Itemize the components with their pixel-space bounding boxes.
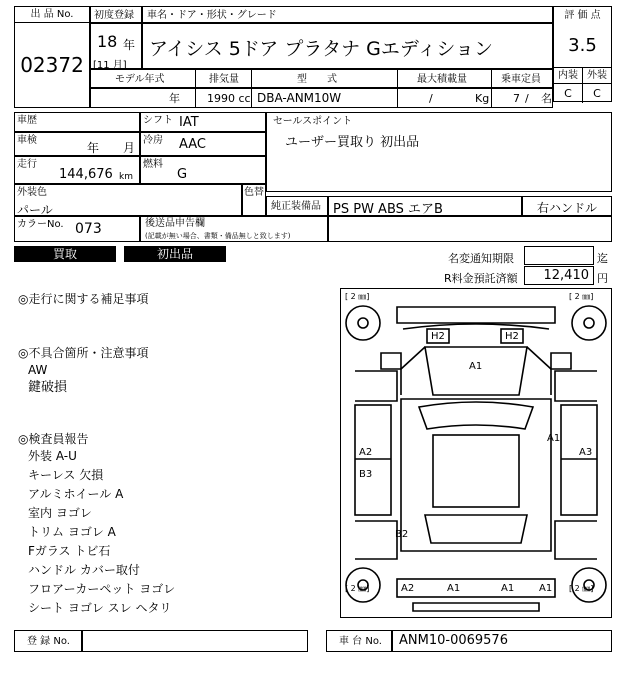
spec-divider <box>397 89 398 107</box>
capacity-label: 乗車定員 <box>501 74 541 85</box>
spec-divider <box>491 70 492 87</box>
mileage-unit: km <box>119 172 133 182</box>
shift-value: IAT <box>179 115 199 130</box>
registration-year: 18 <box>97 32 118 51</box>
max-load-unit: Kg <box>475 92 490 105</box>
fuel-label: 燃料 <box>143 159 163 170</box>
chassis-no-label-cell <box>326 630 392 652</box>
color-change-label: 色替 <box>244 187 264 198</box>
car-name: アイシス 5ドア プラタナ Gエディション <box>149 38 493 60</box>
equipment-cell <box>328 196 522 216</box>
displacement-value: 1990 cc <box>207 92 251 105</box>
lot-number-label: 出 品 No. <box>15 9 89 23</box>
docs-label: 後送品申告欄 <box>145 218 205 229</box>
ac-cell <box>140 132 266 156</box>
recycle-fee-field <box>524 266 594 285</box>
notice-deadline-label: 名変通知期限 <box>448 252 514 265</box>
spec-divider <box>195 89 196 107</box>
history-label: 車歴 <box>17 115 37 126</box>
displacement-label: 排気量 <box>209 74 239 85</box>
defects-title: ◎不具合箇所・注意事項 <box>18 346 149 360</box>
score-box <box>553 6 612 102</box>
ac-label: 冷房 <box>143 135 163 146</box>
driving-notes-title: ◎走行に関する補足事項 <box>18 292 149 306</box>
model-year-label: モデル年式 <box>115 74 165 85</box>
max-load-label: 最大積載量 <box>417 74 467 85</box>
registration-year-unit: 年 <box>123 38 136 52</box>
exterior-score: C <box>593 87 601 100</box>
car-outline <box>341 289 611 617</box>
spec-divider <box>397 70 398 87</box>
first-registration-label-cell <box>90 6 142 23</box>
score-label: 評 価 点 <box>564 10 601 21</box>
shift-cell <box>140 112 266 132</box>
ext-color-cell <box>14 184 242 216</box>
mark-h2-right-headlight: H2 <box>505 331 519 342</box>
fuel-cell <box>140 156 266 184</box>
mark-b2-left-rear: B2 <box>395 529 409 540</box>
mark-b3-left-door: B3 <box>359 469 373 480</box>
tire-front-left: [ 2 ㎜] <box>345 292 370 301</box>
notice-deadline-field <box>524 246 594 265</box>
mileage-cell <box>14 156 140 184</box>
notice-deadline-unit: 迄 <box>597 252 608 265</box>
inspector-item: 室内 ヨゴレ <box>28 506 92 520</box>
chassis-no-field <box>392 630 612 652</box>
mark-a2-left-door: A2 <box>359 447 373 458</box>
shift-label: シフト <box>143 115 173 126</box>
registration-month: [11 月] <box>93 60 127 71</box>
docs-cell <box>140 216 328 242</box>
spec-divider <box>195 70 196 87</box>
equipment-value: PS PW ABS エアB <box>333 202 443 217</box>
lot-number: 02372 <box>20 53 84 77</box>
first-registration-label: 初度登録 <box>94 10 134 21</box>
mark-a1-hood: A1 <box>469 361 483 372</box>
recycle-fee-value: 12,410 <box>543 268 589 283</box>
sales-point-text: ユーザー買取り 初出品 <box>285 135 420 150</box>
inspector-item: トリム ヨゴレ A <box>28 525 116 539</box>
mark-a1-rear-bumper: A1 <box>447 583 461 594</box>
mark-a1-rear-bumper: A1 <box>501 583 515 594</box>
recycle-fee-label: R料金預託済額 <box>444 272 518 285</box>
type-label: 型 式 <box>297 74 337 85</box>
equipment-label: 純正装備品 <box>271 201 321 212</box>
registration-no-field <box>82 630 308 652</box>
ext-color-label: 外装色 <box>17 187 47 198</box>
score-divider-2 <box>554 83 611 84</box>
spec-label-row <box>90 69 553 88</box>
inspector-item: 外装 A-U <box>28 449 77 463</box>
chassis-no-label: 車 台 No. <box>339 636 382 647</box>
color-no-label: カラーNo. <box>17 219 64 230</box>
spec-divider <box>491 89 492 107</box>
mileage-label: 走行 <box>17 159 37 170</box>
docs-empty-cell <box>328 216 612 242</box>
ext-color-value: パール <box>17 203 53 217</box>
mark-a1-right-door: A1 <box>547 433 561 444</box>
color-no-cell <box>14 216 140 242</box>
inspector-item: キーレス 欠損 <box>28 468 104 482</box>
inspection-year: 年 <box>87 141 100 155</box>
inspector-title: ◎検査員報告 <box>18 432 89 446</box>
first-registration-box <box>90 23 142 69</box>
registration-no-label: 登 録 No. <box>27 636 70 647</box>
overall-score: 3.5 <box>568 35 597 56</box>
exterior-label: 外装 <box>587 70 607 81</box>
car-info-label-cell <box>142 6 553 23</box>
registration-no-label-cell <box>14 630 82 652</box>
interior-label: 内装 <box>558 70 578 81</box>
lot-number-box <box>14 6 90 108</box>
defect-item: 鍵破損 <box>28 380 68 395</box>
car-name-box <box>142 23 553 69</box>
max-load-value: / <box>429 92 433 105</box>
defect-item: AW <box>28 363 48 377</box>
tire-front-right: [ 2 ㎜] <box>569 292 594 301</box>
spec-divider <box>251 89 252 107</box>
capacity-unit: 名 <box>541 92 552 105</box>
mark-a1-rear-bumper: A1 <box>539 583 553 594</box>
capacity-separator: / <box>525 92 529 105</box>
inspector-item: Fガラス トビ石 <box>28 544 111 558</box>
badge-purchase: 買取 <box>14 246 116 262</box>
color-no-value: 073 <box>75 221 102 237</box>
equipment-label-cell <box>266 196 328 216</box>
chassis-no-value: ANM10-0069576 <box>399 633 508 648</box>
history-cell <box>14 112 140 132</box>
inspection-month: 月 <box>123 141 136 155</box>
mark-a2-rear-bumper: A2 <box>401 583 415 594</box>
steering-value: 右ハンドル <box>537 201 598 215</box>
car-diagram <box>340 288 612 618</box>
tire-rear-right: [ 2 ㎜] <box>569 584 594 593</box>
type-value: DBA-ANM10W <box>257 91 342 105</box>
fuel-value: G <box>177 167 188 182</box>
color-change-cell <box>242 184 266 216</box>
badge-first-listing: 初出品 <box>124 246 226 262</box>
mark-a3-right-door: A3 <box>579 447 593 458</box>
ac-value: AAC <box>179 137 206 152</box>
inspector-item: シート ヨゴレ スレ ヘタリ <box>28 601 172 615</box>
tire-rear-left: [ 2 ㎜] <box>345 584 370 593</box>
sales-point-label: セールスポイント <box>273 116 353 127</box>
inspection-cell <box>14 132 140 156</box>
steering-cell <box>522 196 612 216</box>
recycle-fee-unit: 円 <box>597 272 608 285</box>
spec-value-row <box>90 88 553 108</box>
spec-divider <box>251 70 252 87</box>
inspector-item: アルミホイール A <box>28 487 124 501</box>
mileage-value: 144,676 <box>59 167 113 182</box>
inspector-item: フロアーカーペット ヨゴレ <box>28 582 176 596</box>
capacity-value: 7 <box>513 92 520 105</box>
model-year-unit: 年 <box>169 92 180 105</box>
car-info-label: 車名・ドア・形状・グレード <box>147 10 277 21</box>
sales-point-box <box>266 112 612 192</box>
inspector-item: ハンドル カバー取付 <box>28 563 140 577</box>
mark-h2-left-headlight: H2 <box>431 331 445 342</box>
docs-note: (記載が無い場合、書類・備品無しと致します) <box>145 232 291 240</box>
inspection-label: 車検 <box>17 135 37 146</box>
interior-score: C <box>564 87 572 100</box>
